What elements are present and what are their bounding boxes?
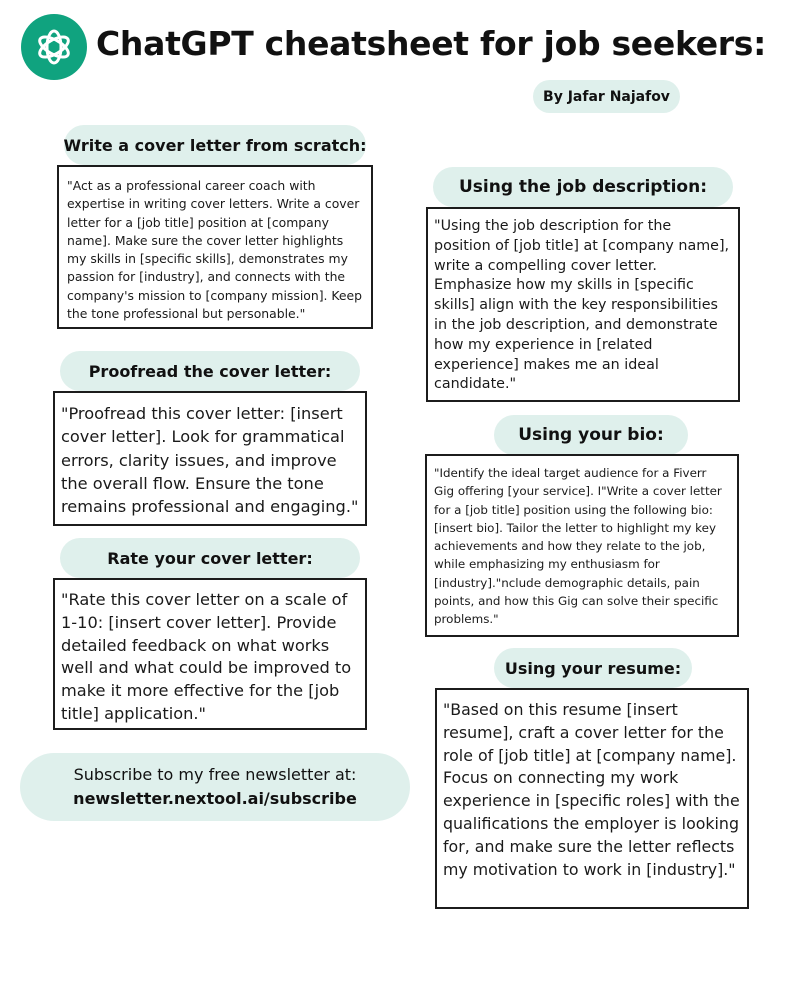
heading-job-description: Using the job description:	[433, 167, 733, 207]
heading-bio: Using your bio:	[494, 415, 688, 455]
heading-proofread: Proofread the cover letter:	[60, 351, 360, 391]
prompt-box-bio: "Identify the ideal target audience for a Fiverr Gig offering [your service]. I"Write a cover letter for a [job title] position using the following bio: [insert bio]. Tailor the letter to highlight my key achievements and how they relate to the job, while emphasizing my enthusiasm for [industry]."nclude demographic details, pain points, and how this Gig can solve their specific problems."	[425, 454, 739, 637]
heading-scratch: Write a cover letter from scratch:	[64, 125, 366, 165]
page-title: ChatGPT cheatsheet for job seekers:	[96, 24, 767, 63]
newsletter-link[interactable]: newsletter.nextool.ai/subscribe	[73, 789, 357, 808]
prompt-box-scratch: "Act as a professional career coach with expertise in writing cover letters. Write a cover letter for a [job title] position at [company name]. Make sure the cover letter highlights my skills in [specific skills], demonstrates my passion for [industry], and connects with the company's mission to [company mission]. Keep the tone professional but personable."	[57, 165, 373, 329]
newsletter-banner	[20, 753, 410, 821]
prompt-box-resume: "Based on this resume [insert resume], craft a cover letter for the role of [job title] at [company name]. Focus on connecting my work experience in [specific roles] with the qualifications the employer is looking for, and make sure the letter reflects my motivation to work in [industry]."	[435, 688, 749, 909]
heading-resume: Using your resume:	[494, 648, 692, 688]
prompt-box-job-description: "Using the job description for the position of [job title] at [company name], write a compelling cover letter. Emphasize how my skills in [specific skills] align with the key responsibilities in the job description, and demonstrate how my experience in [related experience] makes me an ideal candidate."	[426, 207, 740, 402]
newsletter-text: Subscribe to my free newsletter at:	[73, 765, 357, 784]
prompt-box-rate: "Rate this cover letter on a scale of 1-10: [insert cover letter]. Provide detailed feedback on what works well and what could be improved to make it more effective for the [job title] application."	[53, 578, 367, 730]
openai-logo-icon	[21, 14, 87, 80]
author-badge: By Jafar Najafov	[533, 80, 680, 113]
heading-rate: Rate your cover letter:	[60, 538, 360, 578]
prompt-box-proofread: "Proofread this cover letter: [insert cover letter]. Look for grammatical errors, clarity issues, and improve the overall flow. Ensure the tone remains professional and engaging."	[53, 391, 367, 526]
